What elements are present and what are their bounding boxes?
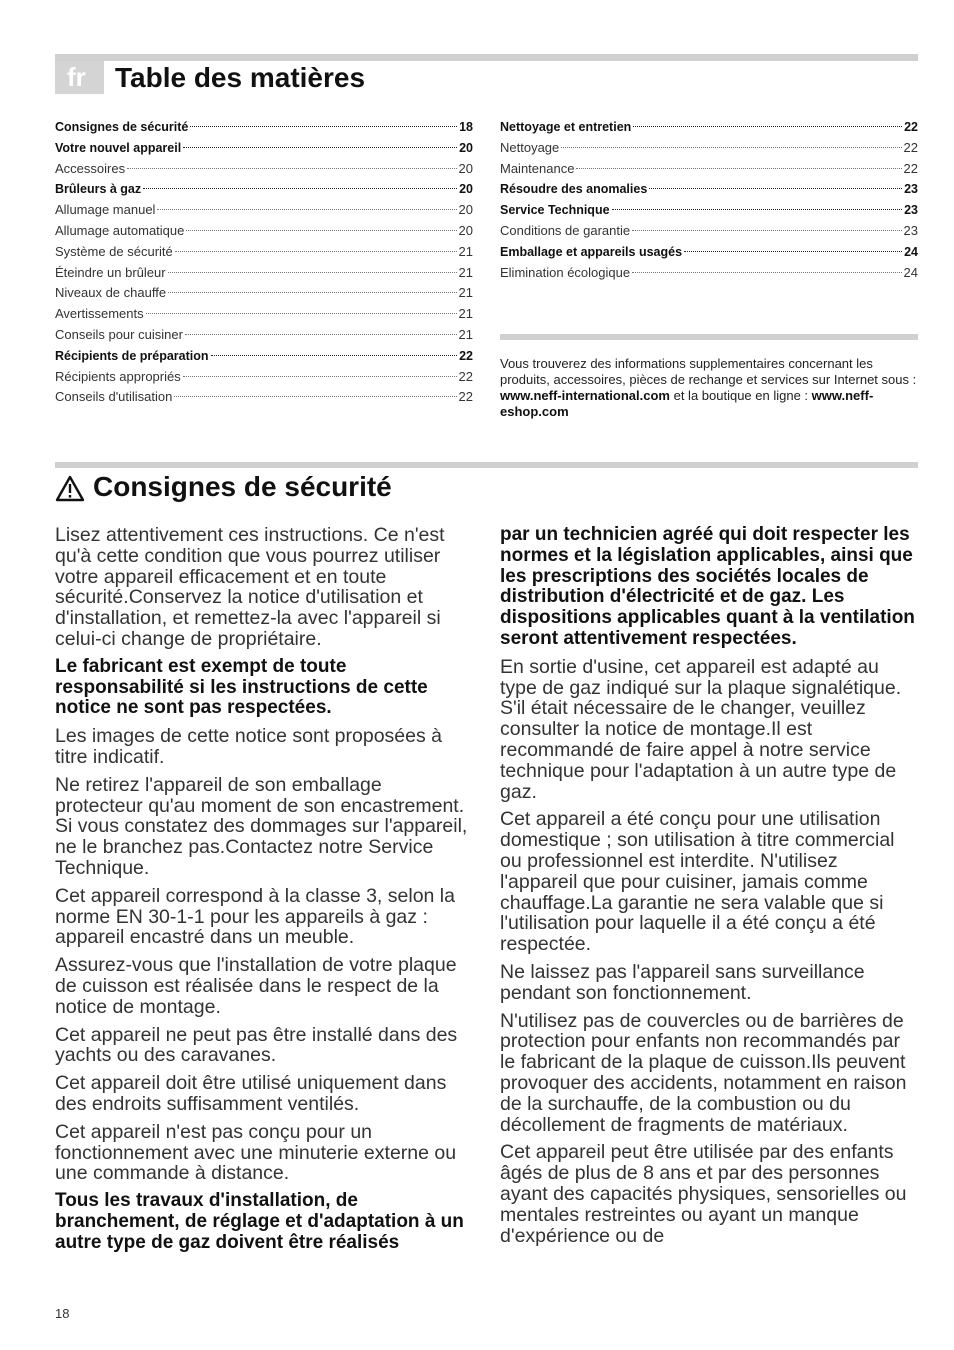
info-text-middle: et la boutique en ligne : — [669, 388, 812, 403]
toc-entry[interactable] — [500, 242, 918, 263]
toc-entry[interactable] — [500, 159, 918, 180]
safety-paragraph: Tous les travaux d'installation, de branchement, de réglage et d'adaptation à un autre type de gaz doivent être réalisés — [55, 1190, 464, 1253]
toc-entry[interactable] — [55, 367, 473, 388]
toc-entry-page: 21 — [458, 285, 473, 301]
safety-header-rule — [55, 462, 918, 468]
toc-leader-dots — [168, 271, 457, 273]
toc-entry-page: 21 — [458, 264, 473, 280]
safety-paragraph: Cet appareil n'est pas conçu pour un fonctionnement avec une minuterie externe ou une commande à distance. — [55, 1120, 457, 1185]
toc-entry[interactable] — [500, 263, 918, 284]
toc-leader-dots — [632, 229, 901, 231]
toc-entry-label: Consignes de sécurité — [55, 120, 189, 134]
info-link-international[interactable]: www.neff-international.com — [500, 388, 670, 403]
toc-leader-dots — [186, 229, 456, 231]
toc-entry[interactable] — [500, 221, 918, 242]
toc-entry-page: 18 — [459, 120, 473, 134]
toc-leader-dots — [684, 250, 902, 252]
toc-entry-page: 20 — [458, 222, 473, 238]
toc-entry[interactable] — [55, 221, 473, 242]
safety-paragraph: Cet appareil doit être utilisé uniquement dans des endroits suffisamment ventilés. — [55, 1072, 447, 1115]
toc-entry-page: 23 — [904, 203, 918, 218]
toc-entry-label: Allumage automatique — [55, 222, 185, 238]
toc-entry-label: Maintenance — [500, 160, 575, 176]
safety-paragraph: Cet appareil correspond à la classe 3, selon la norme EN 30-1-1 pour les appareils à gaz : appareil encastré dans un meuble. — [55, 884, 455, 949]
toc-entry-label: Nettoyage — [500, 139, 560, 155]
toc-entry-label: Allumage manuel — [55, 202, 156, 218]
toc-entry-label: Conseils pour cuisiner — [55, 326, 183, 342]
safety-paragraph: par un technicien agréé qui doit respecter les normes et la législation applicables, ainsi que les prescriptions des sociétés locales de distribution d'électricité et de gaz. Les dispositions applicables quant à la ventilation seront attentivement respectées. — [500, 524, 915, 649]
toc-entry[interactable] — [55, 325, 473, 346]
toc-entry-label: Accessoires — [55, 160, 126, 176]
toc-entry-page: 23 — [903, 222, 918, 238]
toc-entry-page: 24 — [903, 264, 918, 280]
toc-entry[interactable] — [55, 387, 473, 408]
toc-entry-page: 20 — [459, 140, 473, 155]
toc-entry-page: 20 — [458, 160, 473, 176]
safety-paragraph: Cet appareil peut être utilisée par des enfants âgés de plus de 8 ans et par des personnes ayant des capacités physiques, sensorielles ou mentales restreintes ou ayant un manque d'expérience ou de — [500, 1141, 907, 1247]
safety-paragraph: Le fabricant est exempt de toute responsabilité si les instructions de cette notice ne sont pas respectées. — [55, 655, 428, 719]
toc-leader-dots — [649, 187, 902, 189]
toc-entry-page: 22 — [458, 368, 473, 384]
toc-entry-label: Elimination écologique — [500, 264, 631, 280]
toc-entry-page: 22 — [904, 120, 918, 134]
toc-entry[interactable] — [55, 263, 473, 284]
safety-right-column — [500, 525, 918, 1253]
toc-leader-dots — [185, 333, 457, 335]
safety-paragraph: En sortie d'usine, cet appareil est adapté au type de gaz indiqué sur la plaque signalétique. S'il était nécessaire de le changer, veuillez consulter la notice de montage.Il est recommandé de faire appel à notre service technique pour l'adaptation à un autre type de gaz. — [500, 655, 902, 803]
safety-paragraph: Lisez attentivement ces instructions. Ce n'est qu'à cette condition que vous pourrez utiliser votre appareil efficacement et en toute sécurité.Conservez la notice d'utilisation et d'installation, et remettez-la avec l'appareil si celui-ci change de propriétaire. — [55, 524, 445, 650]
toc-entry-label: Conseils d'utilisation — [55, 389, 173, 405]
toc-entry-page: 22 — [903, 139, 918, 155]
safety-heading — [55, 470, 392, 504]
safety-paragraph: Les images de cette notice sont proposées à titre indicatif. — [55, 725, 442, 768]
toc-entry[interactable] — [55, 200, 473, 221]
toc-entry-label: Votre nouvel appareil — [55, 140, 182, 155]
info-text-before: Vous trouverez des informations supplementaires concernant les produits, accessoires, pièces de rechange et services sur Internet sous : — [500, 356, 917, 387]
safety-left-column — [55, 525, 473, 1261]
toc-entry-page: 21 — [458, 243, 473, 259]
toc-entry[interactable] — [500, 179, 918, 200]
toc-leader-dots — [183, 146, 457, 148]
toc-leader-dots — [146, 312, 457, 314]
toc-entry-page: 20 — [459, 182, 473, 197]
toc-leader-dots — [157, 208, 456, 210]
safety-paragraph: Ne retirez l'appareil de son emballage protecteur qu'au moment de son encastrement. Si vous constatez des dommages sur l'appareil, ne le branchez pas.Contactez notre Service Technique. — [55, 773, 468, 879]
safety-paragraph: Assurez-vous que l'installation de votre plaque de cuisson est réalisée dans le respect de la notice de montage. — [55, 954, 457, 1018]
warning-triangle-icon — [55, 475, 85, 502]
toc-entry-label: Avertissements — [55, 306, 144, 322]
toc-entry[interactable] — [500, 138, 918, 159]
toc-entry[interactable] — [55, 159, 473, 180]
toc-entry-label: Brûleurs à gaz — [55, 182, 142, 197]
toc-entry-label: Éteindre un brûleur — [55, 264, 166, 280]
toc-entry-page: 22 — [459, 348, 473, 363]
toc-entry-page: 22 — [903, 160, 918, 176]
info-text — [500, 356, 918, 420]
toc-entry-page: 24 — [904, 244, 918, 259]
safety-paragraph: N'utilisez pas de couvercles ou de barrières de protection pour enfants non recommandés par le fabricant de la plaque de cuisson.Ils peuvent provoquer des accidents, notamment en raison de la surchauffe, de la combustion ou du décollement de fragments de matériaux. — [500, 1009, 907, 1136]
toc-leader-dots — [168, 291, 456, 293]
toc-entry[interactable] — [55, 117, 473, 138]
toc-entry[interactable] — [55, 283, 473, 304]
toc-entry[interactable] — [500, 200, 918, 221]
language-tag: fr — [55, 61, 104, 94]
info-link-eshop[interactable]: www.neff-eshop.com — [500, 388, 874, 419]
toc-leader-dots — [175, 250, 457, 252]
toc-entry-page: 22 — [458, 389, 473, 405]
toc-leader-dots — [183, 375, 457, 377]
toc-entry-label: Service Technique — [500, 203, 610, 218]
toc-entry[interactable] — [55, 304, 473, 325]
toc-entry-page: 23 — [904, 182, 918, 197]
safety-paragraph: Ne laissez pas l'appareil sans surveillance pendant son fonctionnement. — [500, 960, 865, 1004]
toc-entry[interactable] — [55, 346, 473, 367]
toc-entry-page: 21 — [458, 306, 473, 322]
toc-entry-label: Récipients appropriés — [55, 368, 181, 384]
safety-paragraph: Cet appareil ne peut pas être installé dans des yachts ou des caravanes. — [55, 1023, 458, 1067]
toc-entry[interactable] — [55, 179, 473, 200]
safety-heading-text: Consignes de sécurité — [93, 471, 392, 502]
toc-leader-dots — [561, 146, 901, 148]
safety-paragraph: Cet appareil a été conçu pour une utilisation domestique ; son utilisation à titre commercial ou professionnel est interdite. N'utilisez l'appareil que pour cuisiner, jamais comme chauffage.La garantie ne sera valable que si l'utilisation pour laquelle il a été conçu a été respectée. — [500, 808, 895, 956]
toc-entry-label: Conditions de garantie — [500, 222, 631, 238]
toc-entry-label: Niveaux de chauffe — [55, 285, 167, 301]
toc-leader-dots — [576, 167, 901, 169]
toc-left-column — [55, 117, 473, 408]
toc-entry-page: 21 — [458, 326, 473, 342]
toc-entry-label: Récipients de préparation — [55, 348, 209, 363]
toc-entry-label: Emballage et appareils usagés — [500, 244, 683, 259]
toc-entry-label: Système de sécurité — [55, 243, 173, 259]
toc-leader-dots — [174, 395, 456, 397]
toc-entry[interactable] — [55, 242, 473, 263]
toc-leader-dots — [211, 354, 458, 356]
toc-leader-dots — [143, 187, 457, 189]
toc-entry-page: 20 — [458, 202, 473, 218]
toc-leader-dots — [612, 208, 903, 210]
toc-leader-dots — [190, 125, 457, 127]
toc-leader-dots — [127, 167, 456, 169]
toc-title: Table des matières — [115, 62, 366, 93]
toc-entry-label: Résoudre des anomalies — [500, 182, 648, 197]
toc-entry[interactable] — [55, 138, 473, 159]
toc-entry[interactable] — [500, 117, 918, 138]
toc-leader-dots — [632, 271, 901, 273]
toc-right-column — [500, 117, 918, 283]
info-rule — [500, 334, 918, 340]
toc-leader-dots — [633, 125, 902, 127]
page-number: 18 — [55, 1306, 70, 1321]
toc-entry-label: Nettoyage et entretien — [500, 120, 632, 134]
